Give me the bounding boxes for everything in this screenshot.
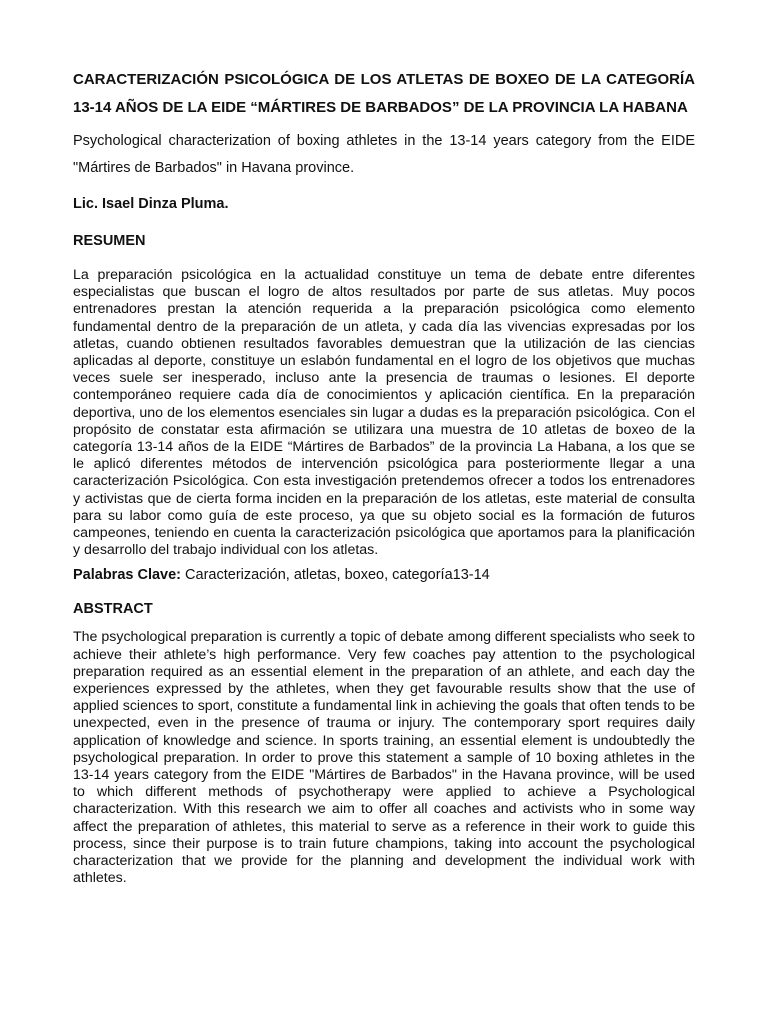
abstract-text: The psychological preparation is currently a topic of debate among different specialists who seek to achieve their athlete’s high performance. Very few coaches pay attention to the psychological preparation required as an essential element in the preparation of an athlete, and each day the experiences expressed by the athletes, when they get favourable results show that the use of applied sciences to sport, constitute a fundamental link in achieving the goals that often tends to be unexpected, even in the presence of trauma or injury. The contemporary sport requires daily application of knowledge and science. In sports training, an essential element is undoubtedly the psychological preparation. In order to prove this statement a sample of 10 boxing athletes in the 13-14 years category from the EIDE "Mártires de Barbados" in the Havana province, will be used to which different methods of psychotherapy were applied to achieve a Psychological characterization. With this research we aim to offer all coaches and activists who in some way affect the preparation of athletes, this material to serve as a reference in their work to guide this process, since their purpose is to train future champions, taking into account the psychological characterization that we provide for the planning and development the individual work with athletes. xyxy=(73,629,695,887)
document-page xyxy=(73,66,695,888)
abstract-heading: ABSTRACT xyxy=(73,601,153,618)
resumen-heading: RESUMEN xyxy=(73,233,146,249)
author-name: Lic. Isael Dinza Pluma. xyxy=(73,196,229,212)
keywords-value: Caracterización, atletas, boxeo, categoría13-14 xyxy=(181,567,490,584)
paper-title: CARACTERIZACIÓN PSICOLÓGICA DE LOS ATLETAS DE BOXEO DE LA CATEGORÍA 13-14 AÑOS DE LA EIDE “MÁRTIRES DE BARBADOS” DE LA PROVINCIA LA HABANA xyxy=(73,71,695,116)
resumen-text: La preparación psicológica en la actualidad constituye un tema de debate entre diferentes especialistas que buscan el logro de altos resultados por parte de sus atletas. Muy pocos entrenadores prestan la atención requerida a la preparación psicológica como elemento fundamental dentro de la preparación de un atleta, y cada día las vivencias expresadas por los atletas, cuando obtienen resultados favorables demuestran que la utilización de las ciencias aplicadas al deporte, constituye un eslabón fundamental en el logro de los objetivos que muchas veces suele ser inesperado, incluso ante la presencia de traumas o lesiones. El deporte contemporáneo requiere cada día de conocimientos y aplicación científica. En la preparación deportiva, uno de los elementos esenciales sin lugar a dudas es la preparación psicológica. Con el propósito de constatar esta afirmación se utilizara una muestra de 10 atletas de boxeo de la categoría 13-14 años de la EIDE “Mártires de Barbados” de la provincia La Habana, a los que se le aplicó diferentes métodos de intervención psicológica para posteriormente llegar a una caracterización Psicológica. Con esta investigación pretendemos ofrecer a todos los entrenadores y activistas que de cierta forma inciden en la preparación de los atletas, este material de consulta para su labor como guía de este proceso, ya que su objeto social es la formación de futuros campeones, teniendo en cuenta la caracterización psicológica que aportamos para la planificación y desarrollo del trabajo individual con los atletas. xyxy=(73,267,695,559)
keywords-line xyxy=(73,566,695,584)
paper-subtitle-english: Psychological characterization of boxing athletes in the 13-14 years category from the EIDE "Mártires de Barbados" in Havana province. xyxy=(73,133,695,176)
keywords-label: Palabras Clave: xyxy=(73,567,182,584)
